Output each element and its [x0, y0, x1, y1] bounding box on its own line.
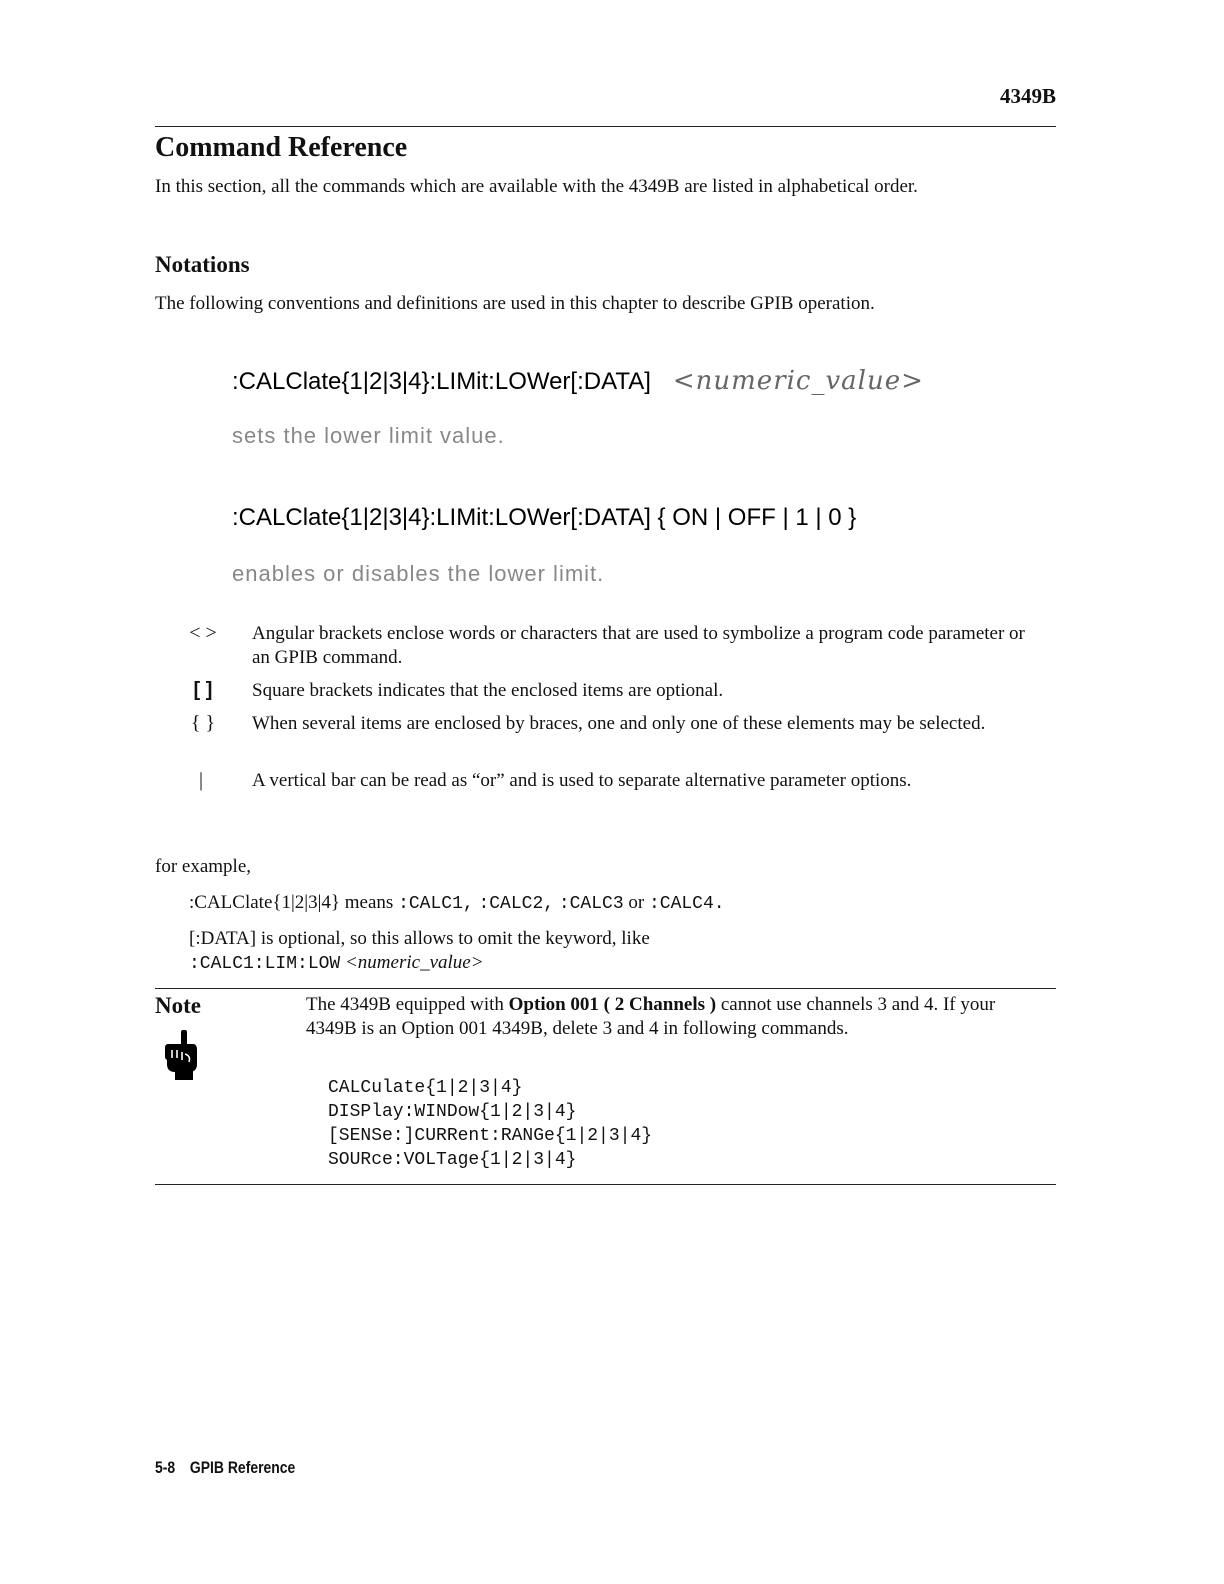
footer-section: GPIB Reference: [189, 1458, 296, 1477]
header-rule: [155, 126, 1056, 127]
example-line-1: [189, 891, 725, 916]
command-description: sets the lower limit value.: [232, 423, 505, 448]
convention-text: Angular brackets enclose words or characters that are used to symbolize a program code parameter or an GPIB command.: [252, 623, 1025, 668]
example-item: :CALC1,: [398, 894, 474, 914]
command-syntax: :CALClate{1|2|3|4}:LIMit:LOWer[:DATA]: [232, 368, 651, 395]
example-command: :CALC1:LIM:LOW: [189, 954, 341, 974]
note-text-pre: The 4349B equipped with: [306, 994, 504, 1015]
command-description: enables or disables the lower limit.: [232, 561, 605, 586]
example-line-2: [:DATA] is optional, so this allows to omit the keyword, like: [189, 928, 650, 949]
convention-symbol: |: [198, 769, 203, 791]
example-item: :CALC3: [558, 894, 624, 914]
header-product-name: 4349B: [999, 84, 1056, 108]
note-top-rule: [155, 988, 1056, 989]
example-means: means: [344, 892, 394, 913]
note-text-option: Option 001 ( 2 Channels ): [508, 994, 717, 1015]
section-intro: In this section, all the commands which are available with the 4349B are listed in alphabetical order.: [155, 176, 918, 197]
convention-symbol: [ ]: [193, 679, 213, 701]
page-footer: [155, 1458, 310, 1478]
convention-text: Square brackets indicates that the enclosed items are optional.: [252, 680, 724, 701]
note-command: DISPlay:WINDow{1|2|3|4}: [328, 1102, 577, 1122]
example-item: :CALC4.: [648, 894, 725, 914]
example-line-3: [189, 951, 484, 976]
notations-intro: The following conventions and definitions are used in this chapter to describe GPIB operation.: [155, 293, 875, 314]
note-command: CALCulate{1|2|3|4}: [328, 1078, 523, 1098]
command-param: <numeric_value>: [672, 366, 924, 396]
note-command: [SENSe:]CURRent:RANGe{1|2|3|4}: [328, 1126, 653, 1146]
section-title: Command Reference: [155, 132, 408, 163]
footer-page-number: 5-8: [155, 1458, 176, 1477]
convention-text: When several items are enclosed by braces, one and only one of these elements may be selected.: [252, 713, 986, 734]
command-example-1: [232, 366, 924, 396]
convention-text: A vertical bar can be read as “or” and is used to separate alternative parameter options.: [252, 770, 912, 791]
note-command-list: [328, 1076, 652, 1172]
command-example-2: [232, 504, 856, 532]
example-param: <numeric_value>: [344, 952, 484, 973]
note-text-post: cannot use channels 3 and 4. If your 4349B is an Option 001 4349B, delete 3 and 4 in following commands.: [306, 994, 996, 1039]
command-syntax: :CALClate{1|2|3|4}:LIMit:LOWer[:DATA] { ON | OFF | 1 | 0 }: [232, 504, 857, 531]
convention-symbol: < >: [189, 622, 217, 644]
note-text: [306, 993, 1026, 1041]
notations-title: Notations: [155, 252, 250, 277]
example-label: for example,: [155, 856, 252, 877]
note-label: Note: [155, 993, 201, 1018]
note-command: SOURce:VOLTage{1|2|3|4}: [328, 1150, 577, 1170]
example-item: :CALC2,: [478, 894, 555, 914]
pointing-hand-icon: [163, 1030, 199, 1080]
example-or: or: [628, 892, 645, 913]
convention-symbol: { }: [190, 712, 216, 734]
example-prefix: :CALClate{1|2|3|4}: [189, 892, 341, 913]
note-bottom-rule: [155, 1184, 1056, 1185]
